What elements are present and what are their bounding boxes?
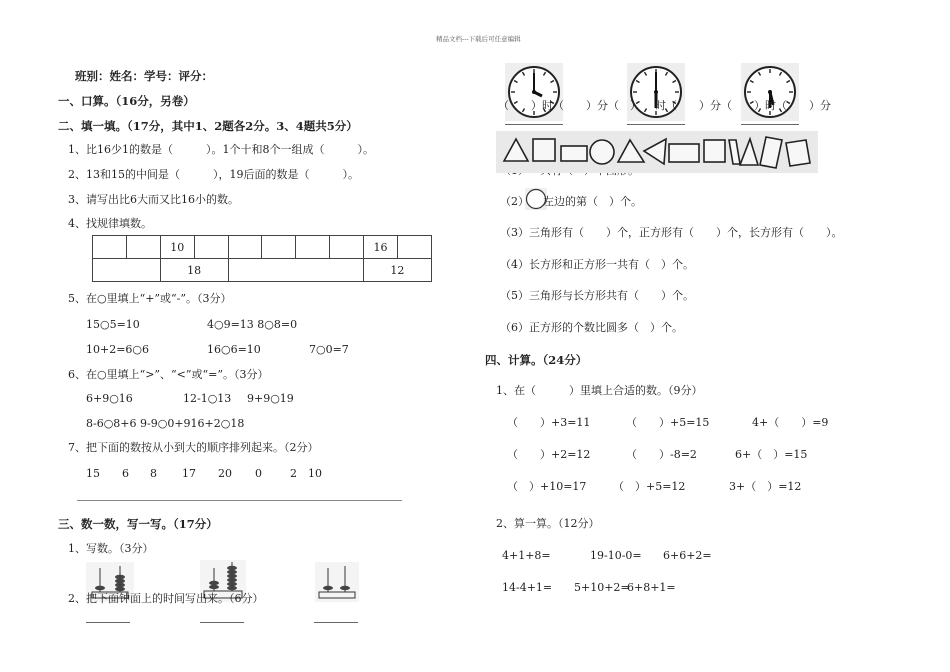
pattern-row-2 — [93, 259, 432, 282]
pattern-cell — [262, 236, 296, 259]
answer-blank — [314, 622, 358, 623]
answer-line — [77, 500, 402, 501]
section1-title: 一、口算。（16分，另卷） — [58, 94, 195, 108]
fill-item: （ ）+2=12 — [507, 448, 591, 461]
student-info: 班别：姓名：学号：评分： — [75, 69, 213, 83]
calc-item: 6+6+2= — [663, 549, 712, 562]
answer-blank — [86, 622, 130, 623]
s3-sub-2: （2） — [500, 195, 529, 208]
pattern-cell — [228, 236, 262, 259]
pattern-cell: 12 — [363, 259, 431, 282]
s3-sub-2-rest: 左边的第（ ）个。 — [543, 195, 642, 208]
q6-item: 9+9○19 — [247, 392, 294, 405]
q5-item: 10+2=6○6 — [86, 343, 150, 356]
answer-blank — [200, 622, 244, 623]
section2-title: 二、填一填。（17分，其中1、2题各2分。3、4题共5分） — [58, 119, 358, 133]
pattern-cell — [93, 236, 127, 259]
fill-item: 3+（ ）=12 — [729, 480, 802, 493]
pattern-cell — [194, 236, 228, 259]
pattern-row-1 — [93, 236, 432, 259]
pattern-cell — [228, 259, 363, 282]
s2-question-7: 7、把下面的数按从小到大的顺序排列起来。（2分） — [68, 441, 319, 454]
q5-item: 15○5=10 — [86, 318, 140, 331]
answer-blank — [741, 124, 799, 125]
section4-title: 四、计算。（24分） — [485, 353, 588, 367]
calc-item: 4+1+8= — [502, 549, 551, 562]
s4-question-2: 2、算一算。（12分） — [496, 517, 600, 530]
shapes-figure — [496, 131, 818, 173]
calc-item: 6+8+1= — [627, 581, 676, 594]
s3-sub-3: （3）三角形有（ ）个，正方形有（ ）个，长方形有（ ）。 — [500, 226, 843, 239]
clock-answer: 时（ ）分（ ）时（ ）分 — [655, 99, 831, 112]
clock-answer: （ ）时（ ）分（ ） — [498, 99, 641, 112]
q7-number: 10 — [308, 467, 322, 480]
pattern-cell — [296, 236, 330, 259]
fill-item: （ ）+3=11 — [507, 416, 591, 429]
s2-question-1: 1、比16少1的数是（ ）。1个十和8个一组成（ ）。 — [68, 143, 374, 156]
q7-number: 0 — [255, 467, 262, 480]
pattern-table — [92, 235, 432, 282]
q7-number: 8 — [150, 467, 157, 480]
page-header: 精品文档---下载后可任意编辑 — [436, 35, 521, 43]
s2-question-6: 6、在○里填上“>”、“<”或“=”。（3分） — [68, 368, 269, 381]
q7-number: 6 — [122, 467, 129, 480]
pattern-cell: 10 — [160, 236, 194, 259]
q5-item: 4○9=13 8○8=0 — [207, 318, 298, 331]
s4-question-1: 1、在（ ）里填上合适的数。（9分） — [496, 384, 703, 397]
s3-question-2: 2、把下面钟面上的时间写出来。（6分） — [68, 592, 264, 605]
q5-item: 7○0=7 — [309, 343, 349, 356]
pattern-cell: 18 — [160, 259, 228, 282]
fill-item: 6+（ ）=15 — [735, 448, 808, 461]
q7-number: 20 — [218, 467, 232, 480]
q7-number: 17 — [182, 467, 196, 480]
s2-question-4: 4、找规律填数。 — [68, 217, 152, 230]
q6-item: 12-1○13 — [183, 392, 232, 405]
pattern-cell — [398, 236, 432, 259]
q5-item: 16○6=10 — [207, 343, 261, 356]
answer-blank — [627, 124, 685, 125]
fill-item: 4+（ ）=9 — [752, 416, 829, 429]
pattern-cell — [330, 236, 364, 259]
q7-number: 15 — [86, 467, 100, 480]
abacus-icon — [315, 562, 359, 602]
fill-item: （ ）-8=2 — [626, 448, 697, 461]
section3-title: 三、数一数，写一写。（17分） — [58, 517, 218, 531]
fill-item: （ ）+5=12 — [613, 480, 686, 493]
pattern-cell — [126, 236, 160, 259]
answer-blank — [505, 124, 563, 125]
s2-question-3: 3、请写出比6大而又比16小的数。 — [68, 193, 239, 206]
q6-item: 8-6○8+6 9-9○0+916+2○18 — [86, 417, 245, 430]
s3-sub-5: （5）三角形与长方形共有（ ）个。 — [500, 289, 694, 302]
s3-sub-6: （6）正方形的个数比圆多（ ）个。 — [500, 321, 683, 334]
s3-sub-4: （4）长方形和正方形一共有（ ）个。 — [500, 258, 694, 271]
calc-item: 14-4+1= — [502, 581, 553, 594]
calc-item: 5+10+2= — [574, 581, 630, 594]
s2-question-5: 5、在○里填上“+”或“-”。（3分） — [68, 292, 232, 305]
pattern-cell — [93, 259, 161, 282]
fill-item: （ ）+10=17 — [507, 480, 587, 493]
s3-question-1: 1、写数。（3分） — [68, 542, 154, 555]
q7-number: 2 — [290, 467, 297, 480]
calc-item: 19-10-0= — [590, 549, 642, 562]
pattern-cell: 16 — [363, 236, 397, 259]
q6-item: 6+9○16 — [86, 392, 133, 405]
s2-question-2: 2、13和15的中间是（ ），19后面的数是（ ）。 — [68, 168, 359, 181]
fill-item: （ ）+5=15 — [626, 416, 710, 429]
